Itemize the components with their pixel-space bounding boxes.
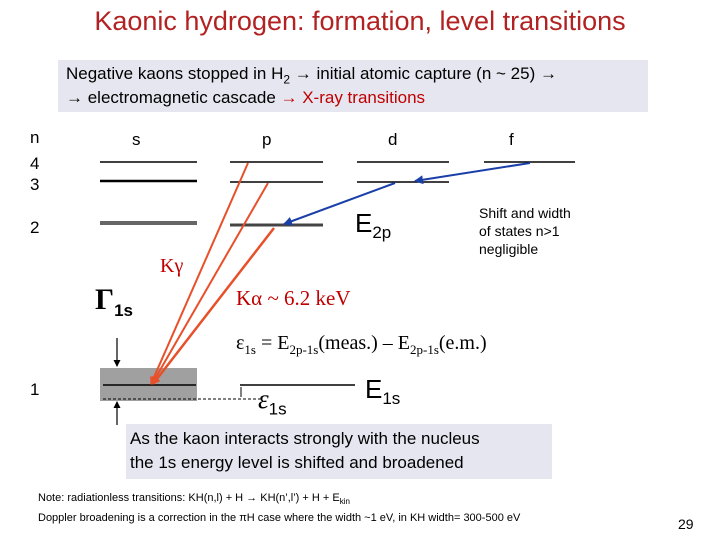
k-alpha-energy: ~ 6.2 keV	[262, 286, 351, 310]
footnote-pi: π	[239, 512, 247, 524]
page-title: Kaonic hydrogen: formation, level transitions	[94, 6, 626, 36]
eq-part: (e.m.)	[438, 332, 487, 354]
footnote-line-2	[38, 512, 520, 524]
e2p-main: E	[355, 208, 373, 238]
arrow-icon: →	[246, 492, 258, 504]
k-gamma-label	[160, 255, 183, 278]
cascade-arrow-f-d	[415, 163, 530, 181]
arrow-icon: →	[66, 88, 83, 107]
k-gamma-greek: γ	[174, 255, 184, 277]
n-label: n	[30, 128, 40, 147]
k-alpha-greek: α	[251, 286, 263, 310]
epsilon-1s-main: ε	[258, 384, 269, 414]
note-line: of states n>1	[479, 223, 560, 239]
intro-highlight: X-ray transitions	[297, 88, 426, 107]
footnote-line-1	[38, 492, 350, 506]
note-line: negligible	[479, 241, 539, 257]
e1s-label	[365, 374, 400, 409]
eq-epsilon-sub: 1s	[244, 342, 256, 357]
eq-sub: 2p-1s	[410, 342, 439, 357]
gamma-1s-sub: 1s	[114, 301, 134, 320]
arrow-icon: →	[294, 64, 312, 83]
epsilon-1s-sub: 1s	[268, 399, 287, 419]
l-label-f: f	[509, 130, 514, 149]
k-gamma-main: K	[160, 255, 175, 277]
n-label-2: 2	[30, 218, 40, 237]
gamma-1s-main: Γ	[95, 283, 115, 316]
footnote-text: Note: radiationless transitions: KH(n,l) + H	[38, 492, 247, 504]
e2p-label	[355, 208, 391, 243]
eq-sub: 2p-1s	[289, 342, 319, 357]
epsilon-equation	[236, 332, 487, 358]
e2p-sub: 2p	[372, 223, 392, 243]
footnote-text: Doppler broadening is a correction in the	[38, 512, 240, 524]
footnote-text: KH(n’,l’) + H + E	[257, 492, 340, 504]
intro-text: Negative kaons stopped in H	[66, 64, 284, 83]
epsilon-1s-label	[258, 384, 287, 419]
intro-text: electromagnetic cascade	[83, 88, 281, 107]
n-label-1: 1	[30, 380, 40, 399]
e1s-main: E	[365, 374, 383, 404]
l-label-d: d	[388, 130, 398, 149]
footnote-text: H case where the width ~1 eV, in KH width= 300-500 eV	[246, 512, 521, 524]
footnote-sub: kin	[339, 497, 350, 507]
gamma-1s-label	[95, 283, 133, 321]
note-line: the 1s energy level is shifted and broadened	[130, 453, 464, 472]
arrow-icon: →	[539, 64, 557, 83]
shift-width-note	[479, 204, 571, 258]
intro-text: initial atomic capture (n ~ 25)	[311, 64, 540, 83]
intro-subscript: 2	[283, 72, 291, 87]
page-number: 29	[678, 516, 694, 532]
e1s-sub: 1s	[382, 389, 401, 409]
eq-epsilon: ε	[236, 332, 245, 354]
eq-part: (meas.) – E	[318, 332, 410, 354]
note-line: Shift and width	[479, 205, 571, 221]
n-label-4: 4	[30, 154, 40, 173]
k-alpha-label	[236, 286, 351, 311]
interaction-note-box	[126, 424, 552, 479]
l-label-s: s	[132, 130, 141, 149]
eq-part: = E	[255, 332, 290, 354]
l-label-p: p	[262, 130, 272, 149]
note-line: As the kaon interacts strongly with the nucleus	[130, 429, 480, 448]
arrow-icon: →	[280, 88, 298, 107]
n-label-3: 3	[30, 175, 40, 194]
k-alpha-main: K	[236, 286, 252, 310]
